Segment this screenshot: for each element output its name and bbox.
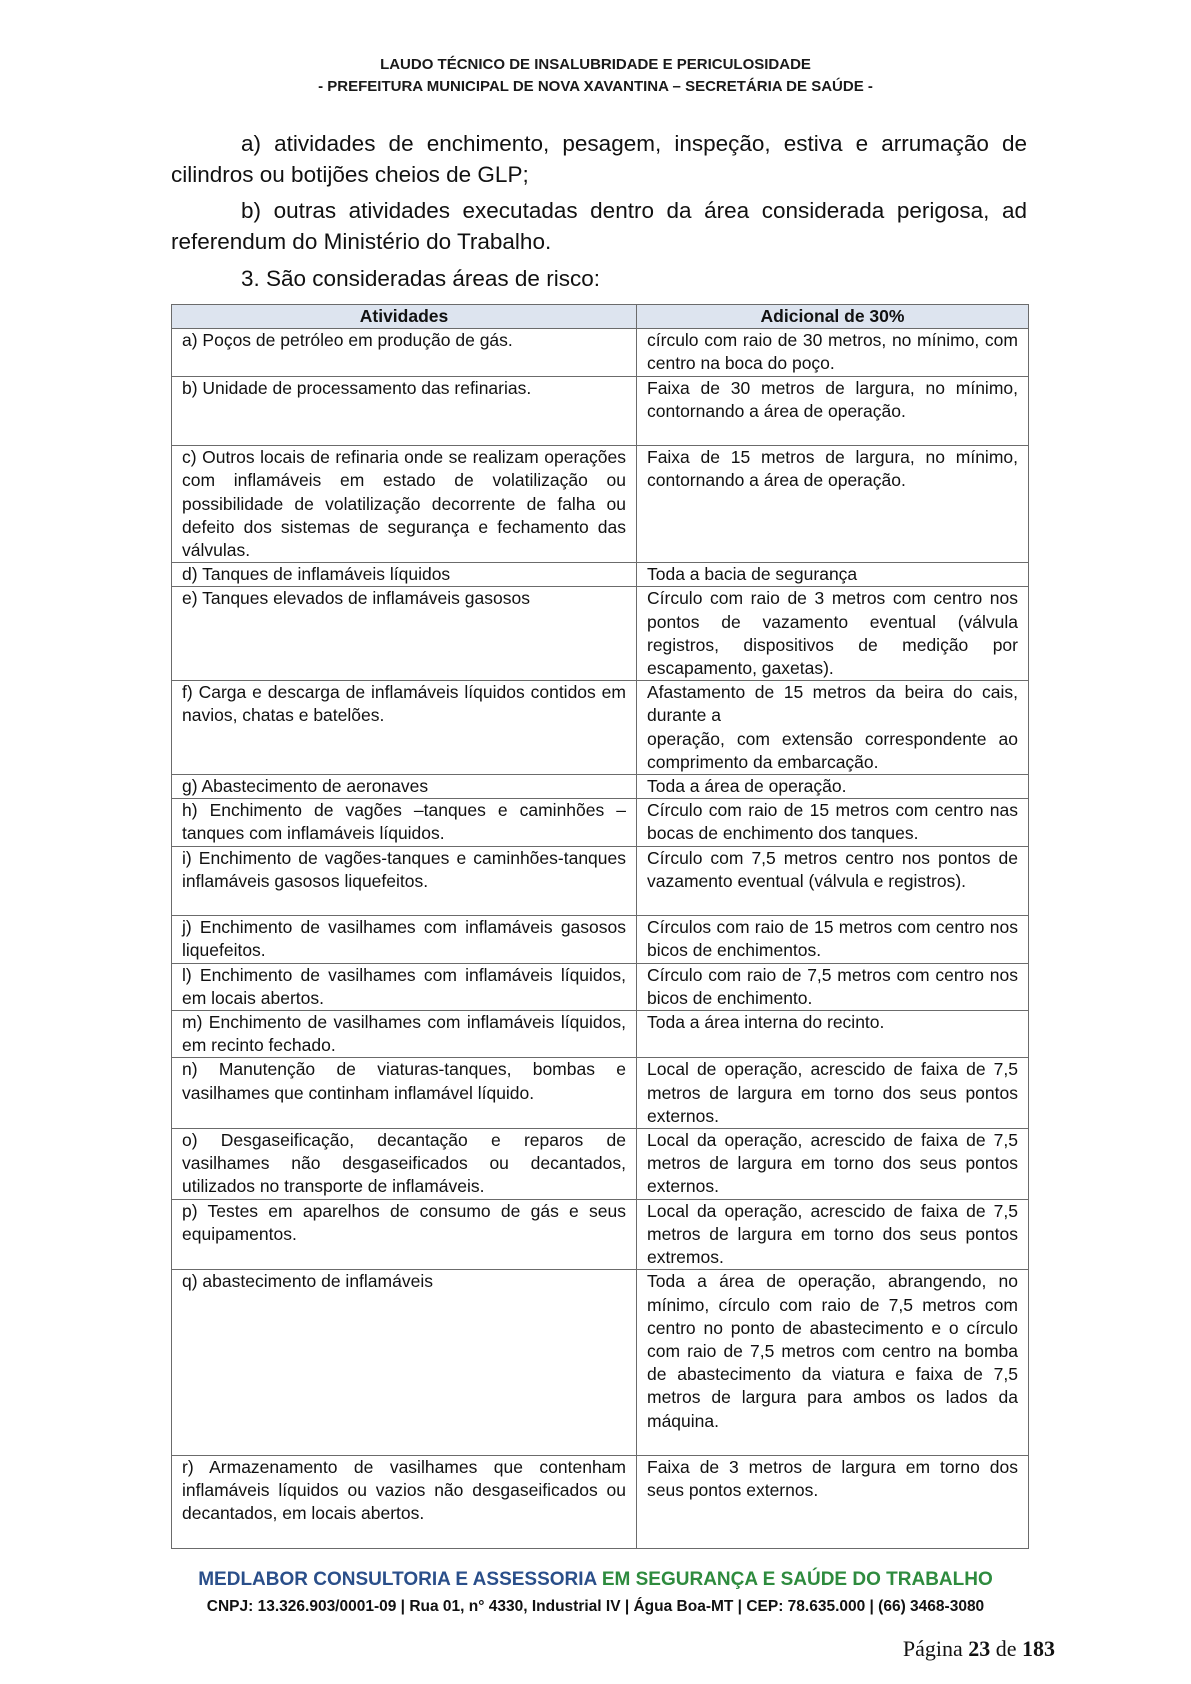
risk-area-cell: Local da operação, acrescido de faixa de 7,5 metros de largura em torno dos seus pontos externos. [637, 1129, 1029, 1200]
risk-area-cell: Toda a área de operação. [637, 775, 1029, 799]
risk-area-cell: Faixa de 15 metros de largura, no mínimo, contornando a área de operação. [637, 446, 1029, 563]
risk-areas-table [171, 304, 1029, 1549]
table-row [172, 681, 1029, 775]
table-row [172, 1011, 1029, 1058]
table-row [172, 563, 1029, 587]
activity-cell: a) Poços de petróleo em produção de gás. [172, 329, 637, 376]
page-number [903, 1636, 1055, 1662]
activity-cell: p) Testes em aparelhos de consumo de gás e seus equipamentos. [172, 1199, 637, 1270]
column-header-activities: Atividades [172, 305, 637, 329]
page-total: 183 [1022, 1636, 1055, 1661]
risk-area-cell: Círculos com raio de 15 metros com centro nos bicos de enchimentos. [637, 916, 1029, 963]
risk-area-cell: Círculo com raio de 15 metros com centro nas bocas de enchimento dos tanques. [637, 799, 1029, 846]
risk-area-cell: Círculo com 7,5 metros centro nos pontos de vazamento eventual (válvula e registros). [637, 846, 1029, 916]
footer-address: CNPJ: 13.326.903/0001-09 | Rua 01, n° 4330, Industrial IV | Água Boa-MT | CEP: 78.635.000 | (66) 3468-3080 [206, 1598, 985, 1615]
activity-cell: g) Abastecimento de aeronaves [172, 775, 637, 799]
risk-area-cell: Faixa de 3 metros de largura em torno dos seus pontos externos. [637, 1455, 1029, 1548]
document-footer [0, 1568, 1191, 1618]
table-body [172, 329, 1029, 1548]
risk-area-cell: Círculo com raio de 3 metros com centro nos pontos de vazamento eventual (válvula registros, dispositivos de medição por escapamento, gaxetas). [637, 587, 1029, 681]
paragraph-b [171, 195, 1027, 257]
table-row [172, 916, 1029, 963]
table-row [172, 799, 1029, 846]
risk-area-cell: Toda a área de operação, abrangendo, no mínimo, círculo com raio de 7,5 metros com centro no ponto de abastecimento e o círculo com raio de 7,5 metros com centro na bomba de abastecimento da viatura e faixa de 7,5 metros de largura para ambos os lados da máquina. [637, 1270, 1029, 1456]
risk-area-cell: círculo com raio de 30 metros, no mínimo, com centro na boca do poço. [637, 329, 1029, 376]
activity-cell: l) Enchimento de vasilhames com inflamáveis líquidos, em locais abertos. [172, 963, 637, 1010]
table-row [172, 846, 1029, 916]
risk-area-cell: Faixa de 30 metros de largura, no mínimo, contornando a área de operação. [637, 376, 1029, 446]
table-row [172, 1199, 1029, 1270]
table-header-row [172, 305, 1029, 329]
activity-cell: d) Tanques de inflamáveis líquidos [172, 563, 637, 587]
column-header-additional: Adicional de 30% [637, 305, 1029, 329]
footer-company-tagline: EM SEGURANÇA E SAÚDE DO TRABALHO [601, 1569, 993, 1590]
risk-area-cell: Local da operação, acrescido de faixa de 7,5 metros de largura em torno dos seus pontos extremos. [637, 1199, 1029, 1270]
activity-cell: m) Enchimento de vasilhames com inflamáveis líquidos, em recinto fechado. [172, 1011, 637, 1058]
activity-cell: r) Armazenamento de vasilhames que contenham inflamáveis líquidos ou vazios não desgaseificados ou decantados, em locais abertos. [172, 1455, 637, 1548]
activity-cell: i) Enchimento de vagões-tanques e caminhões-tanques inflamáveis gasosos liquefeitos. [172, 846, 637, 916]
table-row [172, 1129, 1029, 1200]
header-subtitle: - PREFEITURA MUNICIPAL DE NOVA XAVANTINA – SECRETÁRIA DE SAÚDE - [318, 78, 873, 95]
table-row [172, 329, 1029, 376]
activity-cell: b) Unidade de processamento das refinarias. [172, 376, 637, 446]
document-header [0, 54, 1191, 98]
table-row [172, 1455, 1029, 1548]
table-row [172, 446, 1029, 563]
page-separator: de [995, 1636, 1017, 1661]
table-row [172, 587, 1029, 681]
activity-cell: n) Manutenção de viaturas-tanques, bombas e vasilhames que continham inflamável líquido. [172, 1058, 637, 1129]
section-3-intro: 3. São consideradas áreas de risco: [241, 266, 600, 291]
header-title: LAUDO TÉCNICO DE INSALUBRIDADE E PERICULOSIDADE [380, 56, 811, 73]
paragraph-b-text: b) outras atividades executadas dentro da área considerada perigosa, ad referendum do Ministério do Trabalho. [171, 198, 1027, 254]
table-row [172, 1058, 1029, 1129]
risk-area-cell: Círculo com raio de 7,5 metros com centro nos bicos de enchimento. [637, 963, 1029, 1010]
risk-area-cell: Afastamento de 15 metros da beira do cais, durante a operação, com extensão correspondente ao comprimento da embarcação. [637, 681, 1029, 775]
page-label: Página [902, 1636, 963, 1661]
risk-area-cell: Local de operação, acrescido de faixa de 7,5 metros de largura em torno dos seus pontos externos. [637, 1058, 1029, 1129]
table-row [172, 963, 1029, 1010]
page-current: 23 [968, 1636, 991, 1661]
activity-cell: e) Tanques elevados de inflamáveis gasosos [172, 587, 637, 681]
paragraph-a-text: a) atividades de enchimento, pesagem, inspeção, estiva e arrumação de cilindros ou botijões cheios de GLP; [171, 131, 1027, 187]
paragraph-a [171, 128, 1027, 190]
activity-cell: c) Outros locais de refinaria onde se realizam operações com inflamáveis em estado de volatilização ou possibilidade de volatilização decorrente de falha ou defeito dos sistemas de segurança e fechamento das válvulas. [172, 446, 637, 563]
table-row [172, 376, 1029, 446]
activity-cell: q) abastecimento de inflamáveis [172, 1270, 637, 1456]
risk-area-cell: Toda a bacia de segurança [637, 563, 1029, 587]
activity-cell: f) Carga e descarga de inflamáveis líquidos contidos em navios, chatas e batelões. [172, 681, 637, 775]
table-row [172, 775, 1029, 799]
activity-cell: j) Enchimento de vasilhames com inflamáveis gasosos liquefeitos. [172, 916, 637, 963]
activity-cell: h) Enchimento de vagões –tanques e caminhões –tanques com inflamáveis líquidos. [172, 799, 637, 846]
table-row [172, 1270, 1029, 1456]
activity-cell: o) Desgaseificação, decantação e reparos de vasilhames não desgaseificados ou decantados, utilizados no transporte de inflamáveis. [172, 1129, 637, 1200]
footer-company-name: MEDLABOR CONSULTORIA E ASSESSORIA [198, 1569, 597, 1590]
risk-area-cell: Toda a área interna do recinto. [637, 1011, 1029, 1058]
